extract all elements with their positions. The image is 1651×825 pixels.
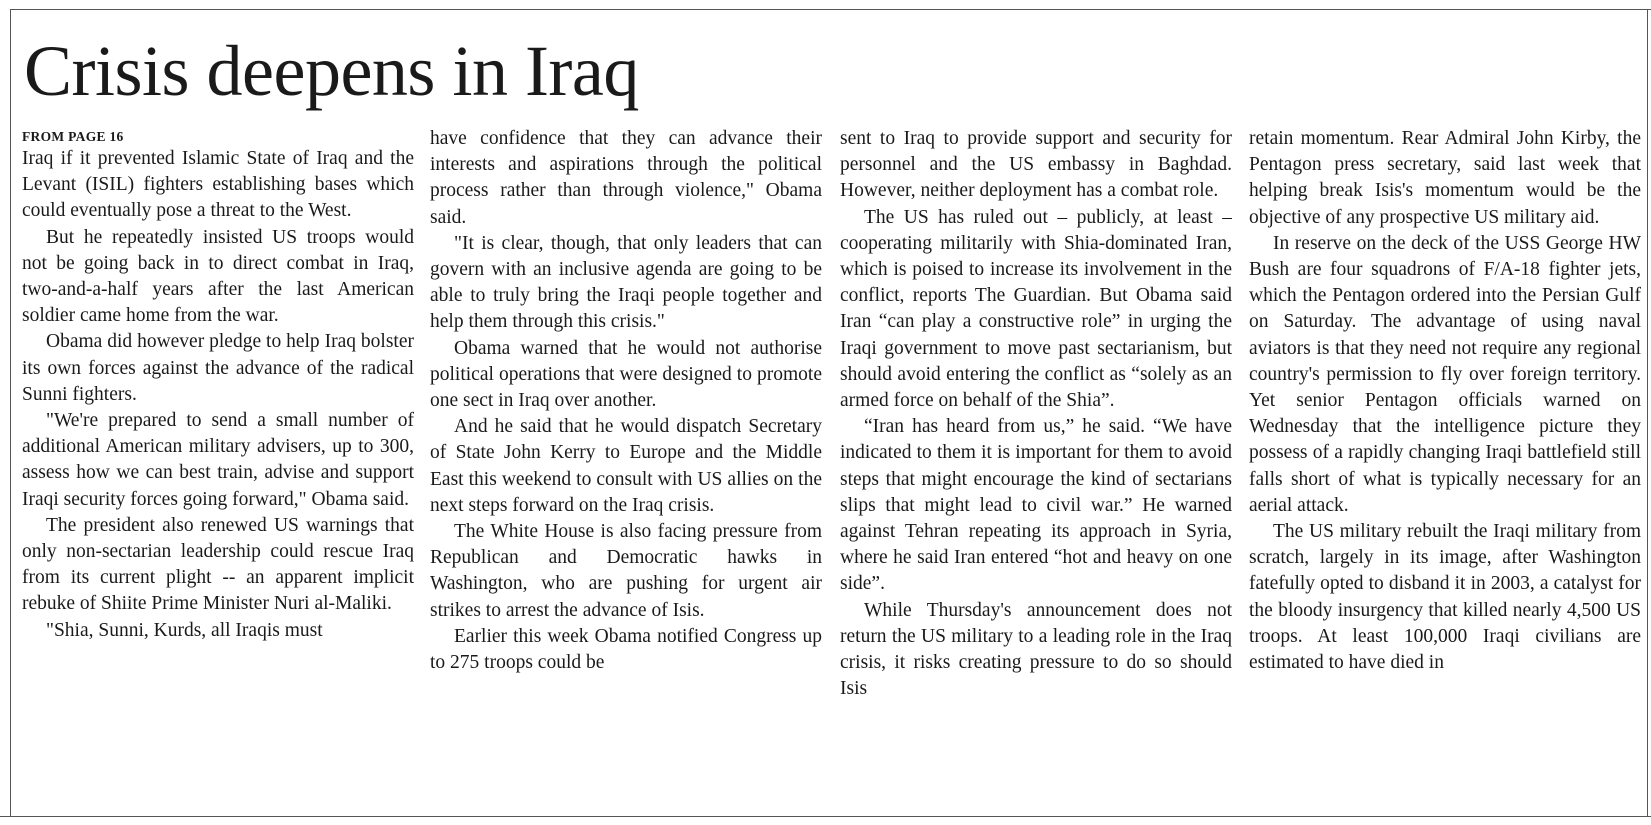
paragraph: retain momentum. Rear Admiral John Kirby, the Pentagon press secretary, said last week that helping break Isis's momentum would be the objective of any prospective US military aid. [1249,128,1641,228]
top-rule [10,9,1651,10]
paragraph: But he repeatedly insisted US troops would not be going back in to direct combat in Iraq, two-and-a-half years after the last American soldier came home from the war. [22,226,414,327]
paragraph: have confidence that they can advance their interests and aspirations through the political process rather than through violence," Obama said. [430,128,822,228]
paragraph: The White House is also facing pressure from Republican and Democratic hawks in Washington, who are pushing for urgent air strikes to arrest the advance of Isis. [430,521,822,621]
paragraph: And he said that he would dispatch Secretary of State John Kerry to Europe and the Middle East this weekend to consult with US allies on the next steps forward on the Iraq crisis. [430,416,822,516]
paragraph: “Iran has heard from us,” he said. “We have indicated to them it is important for them to avoid steps that might encourage the kind of sectarians slips that might lead to civil war.” He warned against Tehran repeating its approach in Syria, where he said Iran entered “hot and heavy on one side”. [840,416,1232,595]
article-column-2 [430,126,822,816]
paragraph: sent to Iraq to provide support and security for personnel and the US embassy in Baghdad. However, neither deployment has a combat role. [840,128,1232,202]
paragraph: "Shia, Sunni, Kurds, all Iraqis must [46,619,323,641]
paragraph: Iraq if it prevented Islamic State of Iraq and the Levant (ISIL) fighters establishing bases which could eventually pose a threat to the West. [22,148,414,222]
paragraph: The US has ruled out – publicly, at least – cooperating militarily with Shia-dominated Iran, which is poised to increase its involvement in the conflict, reports The Guardian. But Obama said Iran “can play a constructive role” in urging the Iraqi government to move past sectarianism, but should avoid entering the conflict as “solely as an armed force on behalf of the Shia”. [840,206,1232,412]
article-body [0,126,1651,816]
article-column-3 [840,126,1232,816]
continued-from-label: FROM PAGE 16 [22,129,124,144]
paragraph: Earlier this week Obama notified Congress up to 275 troops could be [430,625,822,674]
paragraph: Obama warned that he would not authorise political operations that were designed to promote one sect in Iraq over another. [430,337,822,412]
paragraph: In reserve on the deck of the USS George HW Bush are four squadrons of F/A-18 fighter jets, which the Pentagon ordered into the Persian Gulf on Saturday. The advantage of using naval aviators is that they need not require any regional country's permission to fly over foreign territory. Yet senior Pentagon officials warned on Wednesday that the intelligence picture they possess of a rapidly changing Iraqi battlefield still falls short of what is typically necessary for an aerial attack. [1249,232,1641,516]
paragraph: The president also renewed US warnings that only non-sectarian leadership could rescue Iraq from its current plight -- an apparent implicit rebuke of Shiite Prime Minister Nuri al-Maliki. [22,514,414,615]
headline: Crisis deepens in Iraq [24,31,639,111]
paragraph: The US military rebuilt the Iraqi military from scratch, largely in its image, after Washington fatefully opted to disband it in 2003, a catalyst for the bloody insurgency that killed nearly 4,500 US troops. At least 100,000 Iraqi civilians are estimated to have died in [1249,521,1641,674]
paragraph: "It is clear, though, that only leaders that can govern with an inclusive agenda are going to be able to truly bring the Iraqi people together and help them through this crisis." [430,232,822,333]
paragraph: "We're prepared to send a small number of additional American military advisers, up to 300, assess how we can best train, advise and support Iraqi security forces going forward," Obama said. [22,410,414,510]
article-column-1 [22,126,414,816]
bottom-rule [0,816,1651,817]
paragraph: While Thursday's announcement does not return the US military to a leading role in the Iraq crisis, it risks creating pressure to do so should Isis [840,599,1232,700]
paragraph: Obama did however pledge to help Iraq bolster its own forces against the advance of the radical Sunni fighters. [22,331,414,405]
article-column-4 [1249,126,1641,816]
